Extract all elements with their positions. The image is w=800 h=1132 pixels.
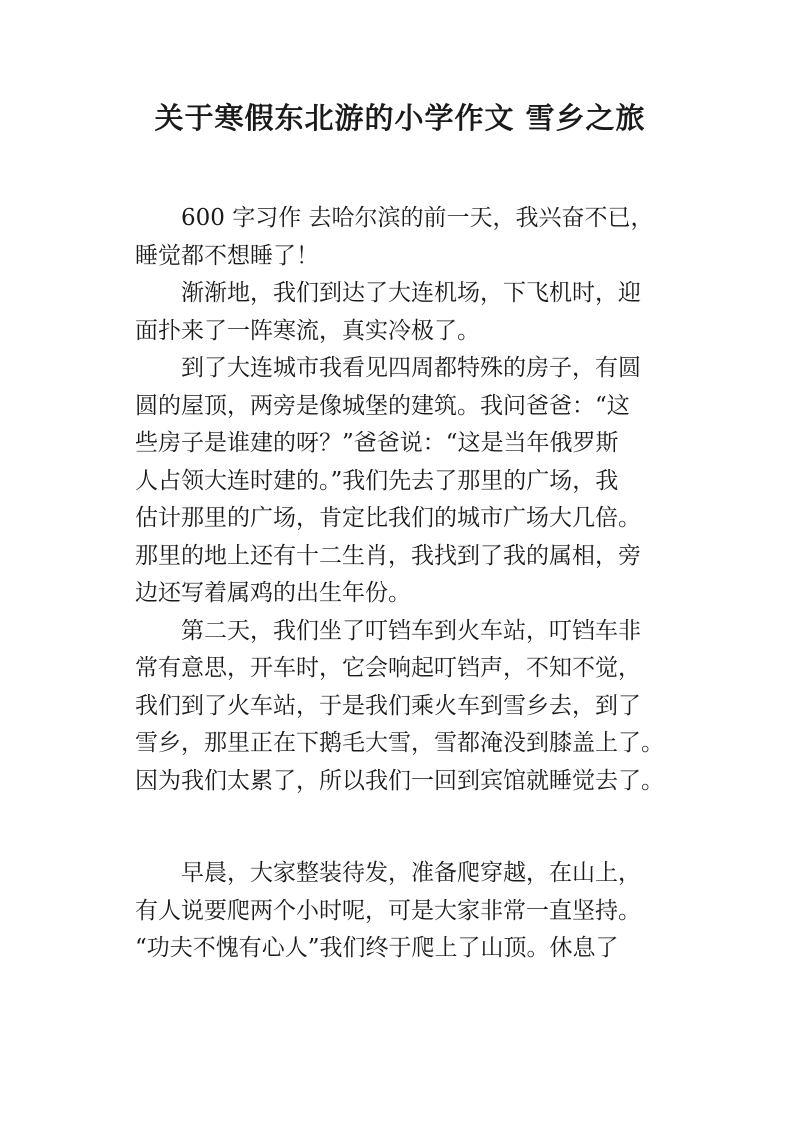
paragraph-line: 常有意思，开车时，它会响起叮铛声，不知不觉， (135, 655, 641, 681)
paragraph-line: 面扑来了一阵寒流，真实冷极了。 (135, 317, 480, 344)
paragraph-gap (135, 800, 675, 855)
document-title: 关于寒假东北游的小学作文 雪乡之旅 (154, 101, 646, 135)
paragraph-line: 圆的屋顶，两旁是像城堡的建筑。我问爸爸：“这 (135, 392, 630, 419)
paragraph-line: 那里的地上还有十二生肖，我找到了我的属相，旁 (135, 542, 641, 569)
paragraph-line: 有人说要爬两个小时呢，可是大家非常一直坚持。 (135, 897, 641, 924)
paragraph-line: 600 字习作 去哈尔滨的前一天，我兴奋不已， (181, 205, 654, 231)
paragraph-line: 估计那里的广场，肯定比我们的城市广场大几倍。 (135, 505, 641, 531)
paragraph-line: 渐渐地，我们到达了大连机场，下飞机时，迎 (181, 280, 641, 306)
article-body (135, 200, 675, 968)
paragraph-line: 早晨，大家整装待发，准备爬穿越，在山上， (181, 860, 641, 886)
paragraph-line: 边还写着属鸡的出生年份。 (135, 580, 411, 606)
paragraph-line: 第二天，我们坐了叮铛车到火车站，叮铛车非 (181, 617, 641, 644)
paragraph-line: 到了大连城市我看见四周都特殊的房子，有圆 (181, 355, 641, 381)
paragraph-line: 些房子是谁建的呀？”爸爸说：“这是当年俄罗斯 (135, 430, 619, 456)
paragraph-line: “功夫不愧有心人”我们终于爬上了山顶。休息了 (135, 935, 619, 961)
paragraph-line: 我们到了火车站，于是我们乘火车到雪乡去，到了 (135, 692, 641, 719)
paragraph-line: 人占领大连时建的。”我们先去了那里的广场，我 (135, 467, 619, 494)
paragraph-line: 睡觉都不想睡了！ (135, 242, 319, 269)
paragraph-line: 因为我们太累了，所以我们一回到宾馆就睡觉去了。 (135, 767, 664, 794)
paragraph-line: 雪乡，那里正在下鹅毛大雪，雪都淹没到膝盖上了。 (135, 730, 664, 756)
